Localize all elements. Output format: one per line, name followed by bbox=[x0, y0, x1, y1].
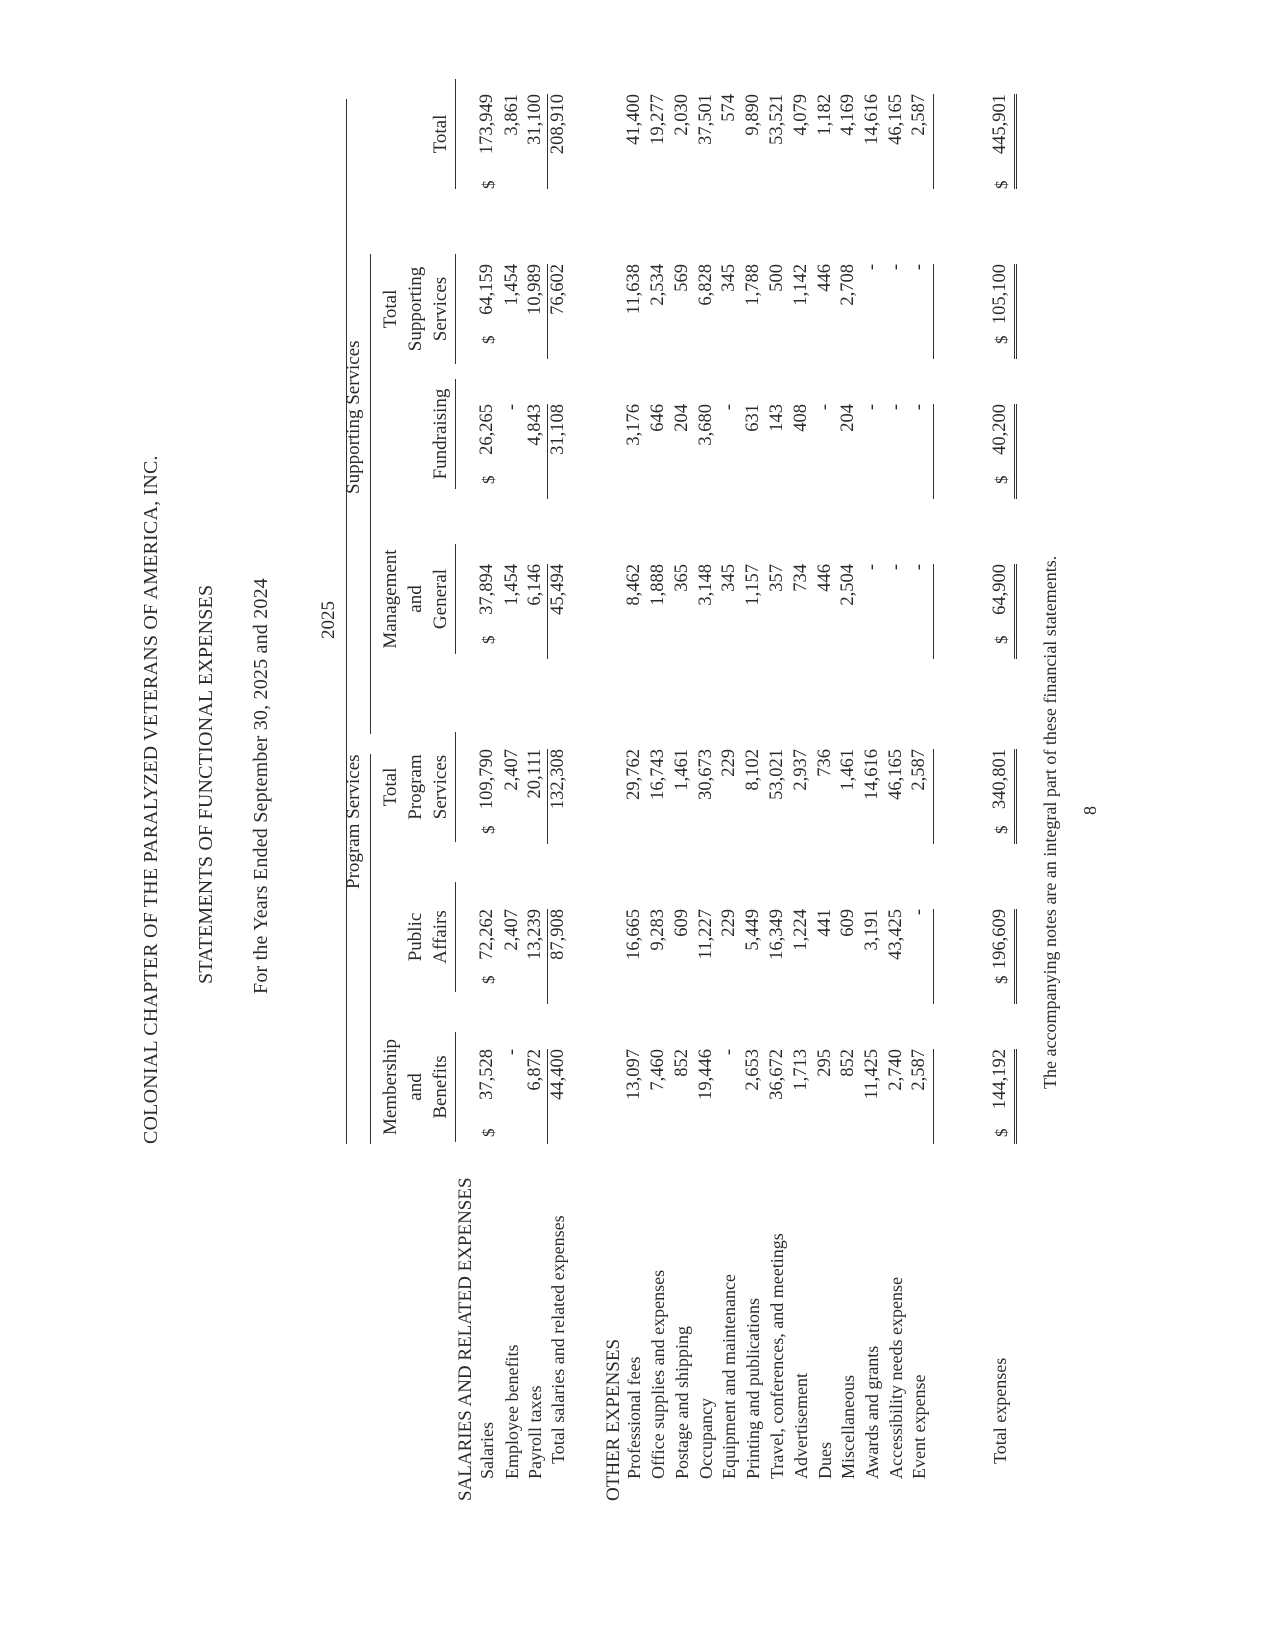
column-header-underline bbox=[455, 79, 456, 189]
table-cell: 196,609 bbox=[990, 909, 1010, 970]
column-header-line: Benefits bbox=[430, 1055, 451, 1119]
table-cell: 1,454 bbox=[502, 264, 522, 306]
table-cell: - bbox=[502, 1049, 522, 1056]
table-cell: 365 bbox=[672, 564, 692, 592]
table-cell: 3,191 bbox=[862, 909, 882, 951]
column-header-line: General bbox=[430, 568, 451, 630]
dollar-sign: $ bbox=[992, 825, 1011, 834]
table-cell: 2,937 bbox=[791, 749, 811, 791]
program-group-underline bbox=[370, 754, 371, 1144]
table-cell: 408 bbox=[791, 404, 811, 432]
table-cell: 2,504 bbox=[838, 564, 858, 606]
table-cell: 852 bbox=[838, 1049, 858, 1077]
table-cell: 1,461 bbox=[672, 749, 692, 791]
year-underline bbox=[346, 99, 347, 1144]
table-cell: 500 bbox=[767, 264, 787, 292]
table-cell: 37,501 bbox=[696, 94, 716, 145]
table-cell: 44,400 bbox=[548, 1049, 568, 1100]
dollar-sign: $ bbox=[992, 635, 1011, 644]
table-cell: 11,638 bbox=[624, 264, 644, 315]
table-cell: - bbox=[862, 264, 882, 271]
table-cell: 16,743 bbox=[648, 749, 668, 800]
row-label: Salaries bbox=[477, 1422, 497, 1479]
supporting-group-underline bbox=[370, 254, 371, 734]
table-cell: - bbox=[909, 909, 929, 916]
table-cell: 11,425 bbox=[862, 1049, 882, 1100]
row-label: Total salaries and related expenses bbox=[548, 1215, 568, 1464]
grand-total-double-rule bbox=[1014, 404, 1017, 499]
table-cell: 3,176 bbox=[624, 404, 644, 446]
table-cell: 8,462 bbox=[624, 564, 644, 606]
table-cell: - bbox=[862, 404, 882, 411]
table-cell: - bbox=[909, 264, 929, 271]
statement-title: STATEMENTS OF FUNCTIONAL EXPENSES bbox=[195, 584, 217, 984]
subtotal-rule bbox=[933, 94, 934, 189]
table-cell: 8,102 bbox=[743, 749, 763, 791]
table-cell: - bbox=[909, 404, 929, 411]
column-header-line: Services bbox=[430, 276, 451, 342]
table-cell: 72,262 bbox=[477, 909, 497, 960]
table-cell: - bbox=[886, 404, 906, 411]
row-label: Dues bbox=[815, 1442, 835, 1479]
table-cell: 13,097 bbox=[624, 1049, 644, 1100]
column-header-line: Management bbox=[380, 549, 401, 649]
table-cell: 736 bbox=[815, 749, 835, 777]
subtotal-rule bbox=[547, 564, 548, 659]
table-cell: 1,461 bbox=[838, 749, 858, 791]
grand-total-double-rule bbox=[1014, 564, 1017, 659]
row-label: Miscellaneous bbox=[838, 1375, 858, 1479]
row-label: Awards and grants bbox=[862, 1345, 882, 1479]
subtotal-rule bbox=[547, 404, 548, 499]
dollar-sign: $ bbox=[479, 635, 498, 644]
table-cell: 9,283 bbox=[648, 909, 668, 951]
table-cell: - bbox=[886, 564, 906, 571]
table-cell: 2,653 bbox=[743, 1049, 763, 1091]
row-label: Office supplies and expenses bbox=[648, 1269, 668, 1479]
subtotal-rule bbox=[547, 749, 548, 844]
table-cell: 1,713 bbox=[791, 1049, 811, 1091]
table-cell: 19,446 bbox=[696, 1049, 716, 1100]
section-other: OTHER EXPENSES bbox=[603, 1338, 624, 1501]
table-cell: 204 bbox=[838, 404, 858, 432]
table-cell: 2,407 bbox=[502, 749, 522, 791]
column-header-line: Total bbox=[380, 767, 401, 807]
table-cell: 10,989 bbox=[525, 264, 545, 315]
table-cell: 6,828 bbox=[696, 264, 716, 306]
table-cell: 13,239 bbox=[525, 909, 545, 960]
table-cell: 1,224 bbox=[791, 909, 811, 951]
table-cell: 6,146 bbox=[525, 564, 545, 606]
table-cell: 109,790 bbox=[477, 749, 497, 810]
table-cell: 3,680 bbox=[696, 404, 716, 446]
table-cell: 46,165 bbox=[886, 749, 906, 800]
table-cell: - bbox=[502, 404, 522, 411]
table-cell: 14,616 bbox=[862, 749, 882, 800]
column-header-underline bbox=[455, 1032, 456, 1142]
table-cell: 30,673 bbox=[696, 749, 716, 800]
dollar-sign: $ bbox=[479, 475, 498, 484]
row-label: Advertisement bbox=[791, 1373, 811, 1479]
table-cell: 569 bbox=[672, 264, 692, 292]
dollar-sign: $ bbox=[992, 180, 1011, 189]
table-cell: 1,157 bbox=[743, 564, 763, 606]
dollar-sign: $ bbox=[479, 975, 498, 984]
table-cell: 45,494 bbox=[548, 564, 568, 615]
grand-total-double-rule bbox=[1014, 909, 1017, 1004]
program-services-group: Program Services bbox=[343, 754, 364, 889]
table-cell: 204 bbox=[672, 404, 692, 432]
table-cell: 87,908 bbox=[548, 909, 568, 960]
table-cell: 144,192 bbox=[990, 1049, 1010, 1110]
table-cell: 64,159 bbox=[477, 264, 497, 315]
table-cell: 734 bbox=[791, 564, 811, 592]
column-header-line: Total bbox=[380, 289, 401, 329]
table-cell: 345 bbox=[719, 264, 739, 292]
column-header-underline bbox=[455, 379, 456, 489]
table-cell: 7,460 bbox=[648, 1049, 668, 1091]
year-heading: 2025 bbox=[318, 601, 339, 639]
column-header-underline bbox=[455, 732, 456, 842]
table-cell: 4,843 bbox=[525, 404, 545, 446]
table-cell: - bbox=[719, 1049, 739, 1056]
dollar-sign: $ bbox=[992, 975, 1011, 984]
row-label: Professional fees bbox=[624, 1356, 644, 1479]
table-cell: 208,910 bbox=[548, 94, 568, 155]
table-cell: 76,602 bbox=[548, 264, 568, 315]
grand-total-double-rule bbox=[1014, 94, 1017, 189]
table-cell: 2,587 bbox=[909, 749, 929, 791]
table-cell: 340,801 bbox=[990, 749, 1010, 810]
column-header-line: Total bbox=[430, 114, 451, 154]
grand-total-double-rule bbox=[1014, 264, 1017, 359]
subtotal-rule bbox=[933, 749, 934, 844]
table-cell: 445,901 bbox=[990, 94, 1010, 155]
column-header-line: Membership bbox=[380, 1038, 401, 1136]
dollar-sign: $ bbox=[992, 475, 1011, 484]
table-cell: 11,227 bbox=[696, 909, 716, 960]
column-header-line: and bbox=[405, 1073, 426, 1101]
column-header-line: Program bbox=[405, 754, 426, 820]
table-cell: 446 bbox=[815, 564, 835, 592]
subtotal-rule bbox=[547, 264, 548, 359]
table-cell: 16,349 bbox=[767, 909, 787, 960]
table-cell: 31,100 bbox=[525, 94, 545, 145]
table-cell: 631 bbox=[743, 404, 763, 432]
row-label: Payroll taxes bbox=[525, 1385, 545, 1479]
subtotal-rule bbox=[933, 909, 934, 1004]
subtotal-rule bbox=[933, 1049, 934, 1144]
dollar-sign: $ bbox=[479, 180, 498, 189]
table-cell: 53,521 bbox=[767, 94, 787, 145]
table-cell: 609 bbox=[672, 909, 692, 937]
table-cell: 132,308 bbox=[548, 749, 568, 810]
section-salaries: SALARIES AND RELATED EXPENSES bbox=[455, 1177, 476, 1501]
table-cell: 229 bbox=[719, 909, 739, 937]
table-cell: - bbox=[886, 264, 906, 271]
table-cell: 4,169 bbox=[838, 94, 858, 136]
table-cell: 46,165 bbox=[886, 94, 906, 145]
table-cell: 53,021 bbox=[767, 749, 787, 800]
table-cell: 26,265 bbox=[477, 404, 497, 455]
table-cell: 19,277 bbox=[648, 94, 668, 145]
column-header-line: and bbox=[405, 585, 426, 613]
column-header-underline bbox=[455, 544, 456, 654]
table-cell: 1,788 bbox=[743, 264, 763, 306]
table-cell: 43,425 bbox=[886, 909, 906, 960]
row-label: Postage and shipping bbox=[672, 1326, 692, 1479]
table-cell: 646 bbox=[648, 404, 668, 432]
table-cell: 2,708 bbox=[838, 264, 858, 306]
table-cell: 29,762 bbox=[624, 749, 644, 800]
table-cell: - bbox=[862, 564, 882, 571]
page-number: 8 bbox=[1080, 806, 1100, 815]
table-cell: 3,861 bbox=[502, 94, 522, 136]
dollar-sign: $ bbox=[479, 825, 498, 834]
table-cell: 37,894 bbox=[477, 564, 497, 615]
table-cell: 36,672 bbox=[767, 1049, 787, 1100]
table-cell: 1,142 bbox=[791, 264, 811, 306]
table-cell: 2,407 bbox=[502, 909, 522, 951]
row-label: Employee benefits bbox=[502, 1344, 522, 1479]
table-cell: 105,100 bbox=[990, 264, 1010, 325]
table-cell: 574 bbox=[719, 94, 739, 122]
table-cell: 1,888 bbox=[648, 564, 668, 606]
table-cell: 345 bbox=[719, 564, 739, 592]
table-cell: 31,108 bbox=[548, 404, 568, 455]
table-cell: 357 bbox=[767, 564, 787, 592]
column-header-underline bbox=[455, 254, 456, 364]
dollar-sign: $ bbox=[479, 1128, 498, 1137]
table-cell: 40,200 bbox=[990, 404, 1010, 455]
table-cell: - bbox=[909, 564, 929, 571]
footer-note: The accompanying notes are an integral part of these financial statements. bbox=[1040, 555, 1060, 1089]
table-cell: 3,148 bbox=[696, 564, 716, 606]
subtotal-rule bbox=[933, 564, 934, 659]
grand-total-double-rule bbox=[1014, 749, 1017, 844]
table-cell: 173,949 bbox=[477, 94, 497, 155]
subtotal-rule bbox=[547, 909, 548, 1004]
table-cell: 441 bbox=[815, 909, 835, 937]
table-cell: 2,740 bbox=[886, 1049, 906, 1091]
table-cell: 37,528 bbox=[477, 1049, 497, 1100]
subtotal-rule bbox=[933, 404, 934, 499]
subtotal-rule bbox=[933, 264, 934, 359]
column-header-line: Fundraising bbox=[430, 388, 451, 480]
column-header-line: Affairs bbox=[430, 910, 451, 964]
supporting-services-group: Supporting Services bbox=[343, 340, 364, 494]
row-label: Occupancy bbox=[696, 1398, 716, 1479]
column-header-line: Services bbox=[430, 754, 451, 820]
statement-period: For the Years Ended September 30, 2025 and 2024 bbox=[250, 577, 272, 994]
subtotal-rule bbox=[547, 1049, 548, 1144]
table-cell: 2,587 bbox=[909, 1049, 929, 1091]
table-cell: 295 bbox=[815, 1049, 835, 1077]
row-label: Travel, conferences, and meetings bbox=[767, 1233, 787, 1479]
table-cell: 1,182 bbox=[815, 94, 835, 136]
table-cell: 2,030 bbox=[672, 94, 692, 136]
org-title: COLONIAL CHAPTER OF THE PARALYZED VETERANS OF AMERICA, INC. bbox=[140, 455, 162, 1144]
table-cell: 4,079 bbox=[791, 94, 811, 136]
column-header-underline bbox=[455, 882, 456, 992]
table-cell: 5,449 bbox=[743, 909, 763, 951]
table-cell: 6,872 bbox=[525, 1049, 545, 1091]
table-cell: 229 bbox=[719, 749, 739, 777]
dollar-sign: $ bbox=[992, 1128, 1011, 1137]
subtotal-rule bbox=[547, 94, 548, 189]
table-cell: 16,665 bbox=[624, 909, 644, 960]
table-cell: 1,454 bbox=[502, 564, 522, 606]
table-cell: - bbox=[815, 404, 835, 411]
row-label: Accessibility needs expense bbox=[886, 1277, 906, 1479]
table-cell: 64,900 bbox=[990, 564, 1010, 615]
table-cell: 2,534 bbox=[648, 264, 668, 306]
column-header-line: Public bbox=[405, 912, 426, 962]
table-cell: 14,616 bbox=[862, 94, 882, 145]
column-header-line: Supporting bbox=[405, 266, 426, 352]
table-cell: 852 bbox=[672, 1049, 692, 1077]
row-label: Event expense bbox=[909, 1374, 929, 1479]
table-cell: 446 bbox=[815, 264, 835, 292]
table-cell: 2,587 bbox=[909, 94, 929, 136]
dollar-sign: $ bbox=[479, 335, 498, 344]
row-label: Printing and publications bbox=[743, 1298, 763, 1479]
table-cell: 20,111 bbox=[525, 749, 545, 799]
row-label: Total expenses bbox=[990, 1357, 1010, 1464]
table-cell: 609 bbox=[838, 909, 858, 937]
table-cell: - bbox=[719, 404, 739, 411]
dollar-sign: $ bbox=[992, 335, 1011, 344]
table-cell: 9,890 bbox=[743, 94, 763, 136]
table-cell: 143 bbox=[767, 404, 787, 432]
row-label: Equipment and maintenance bbox=[719, 1274, 739, 1479]
grand-total-double-rule bbox=[1014, 1049, 1017, 1144]
table-cell: 41,400 bbox=[624, 94, 644, 145]
